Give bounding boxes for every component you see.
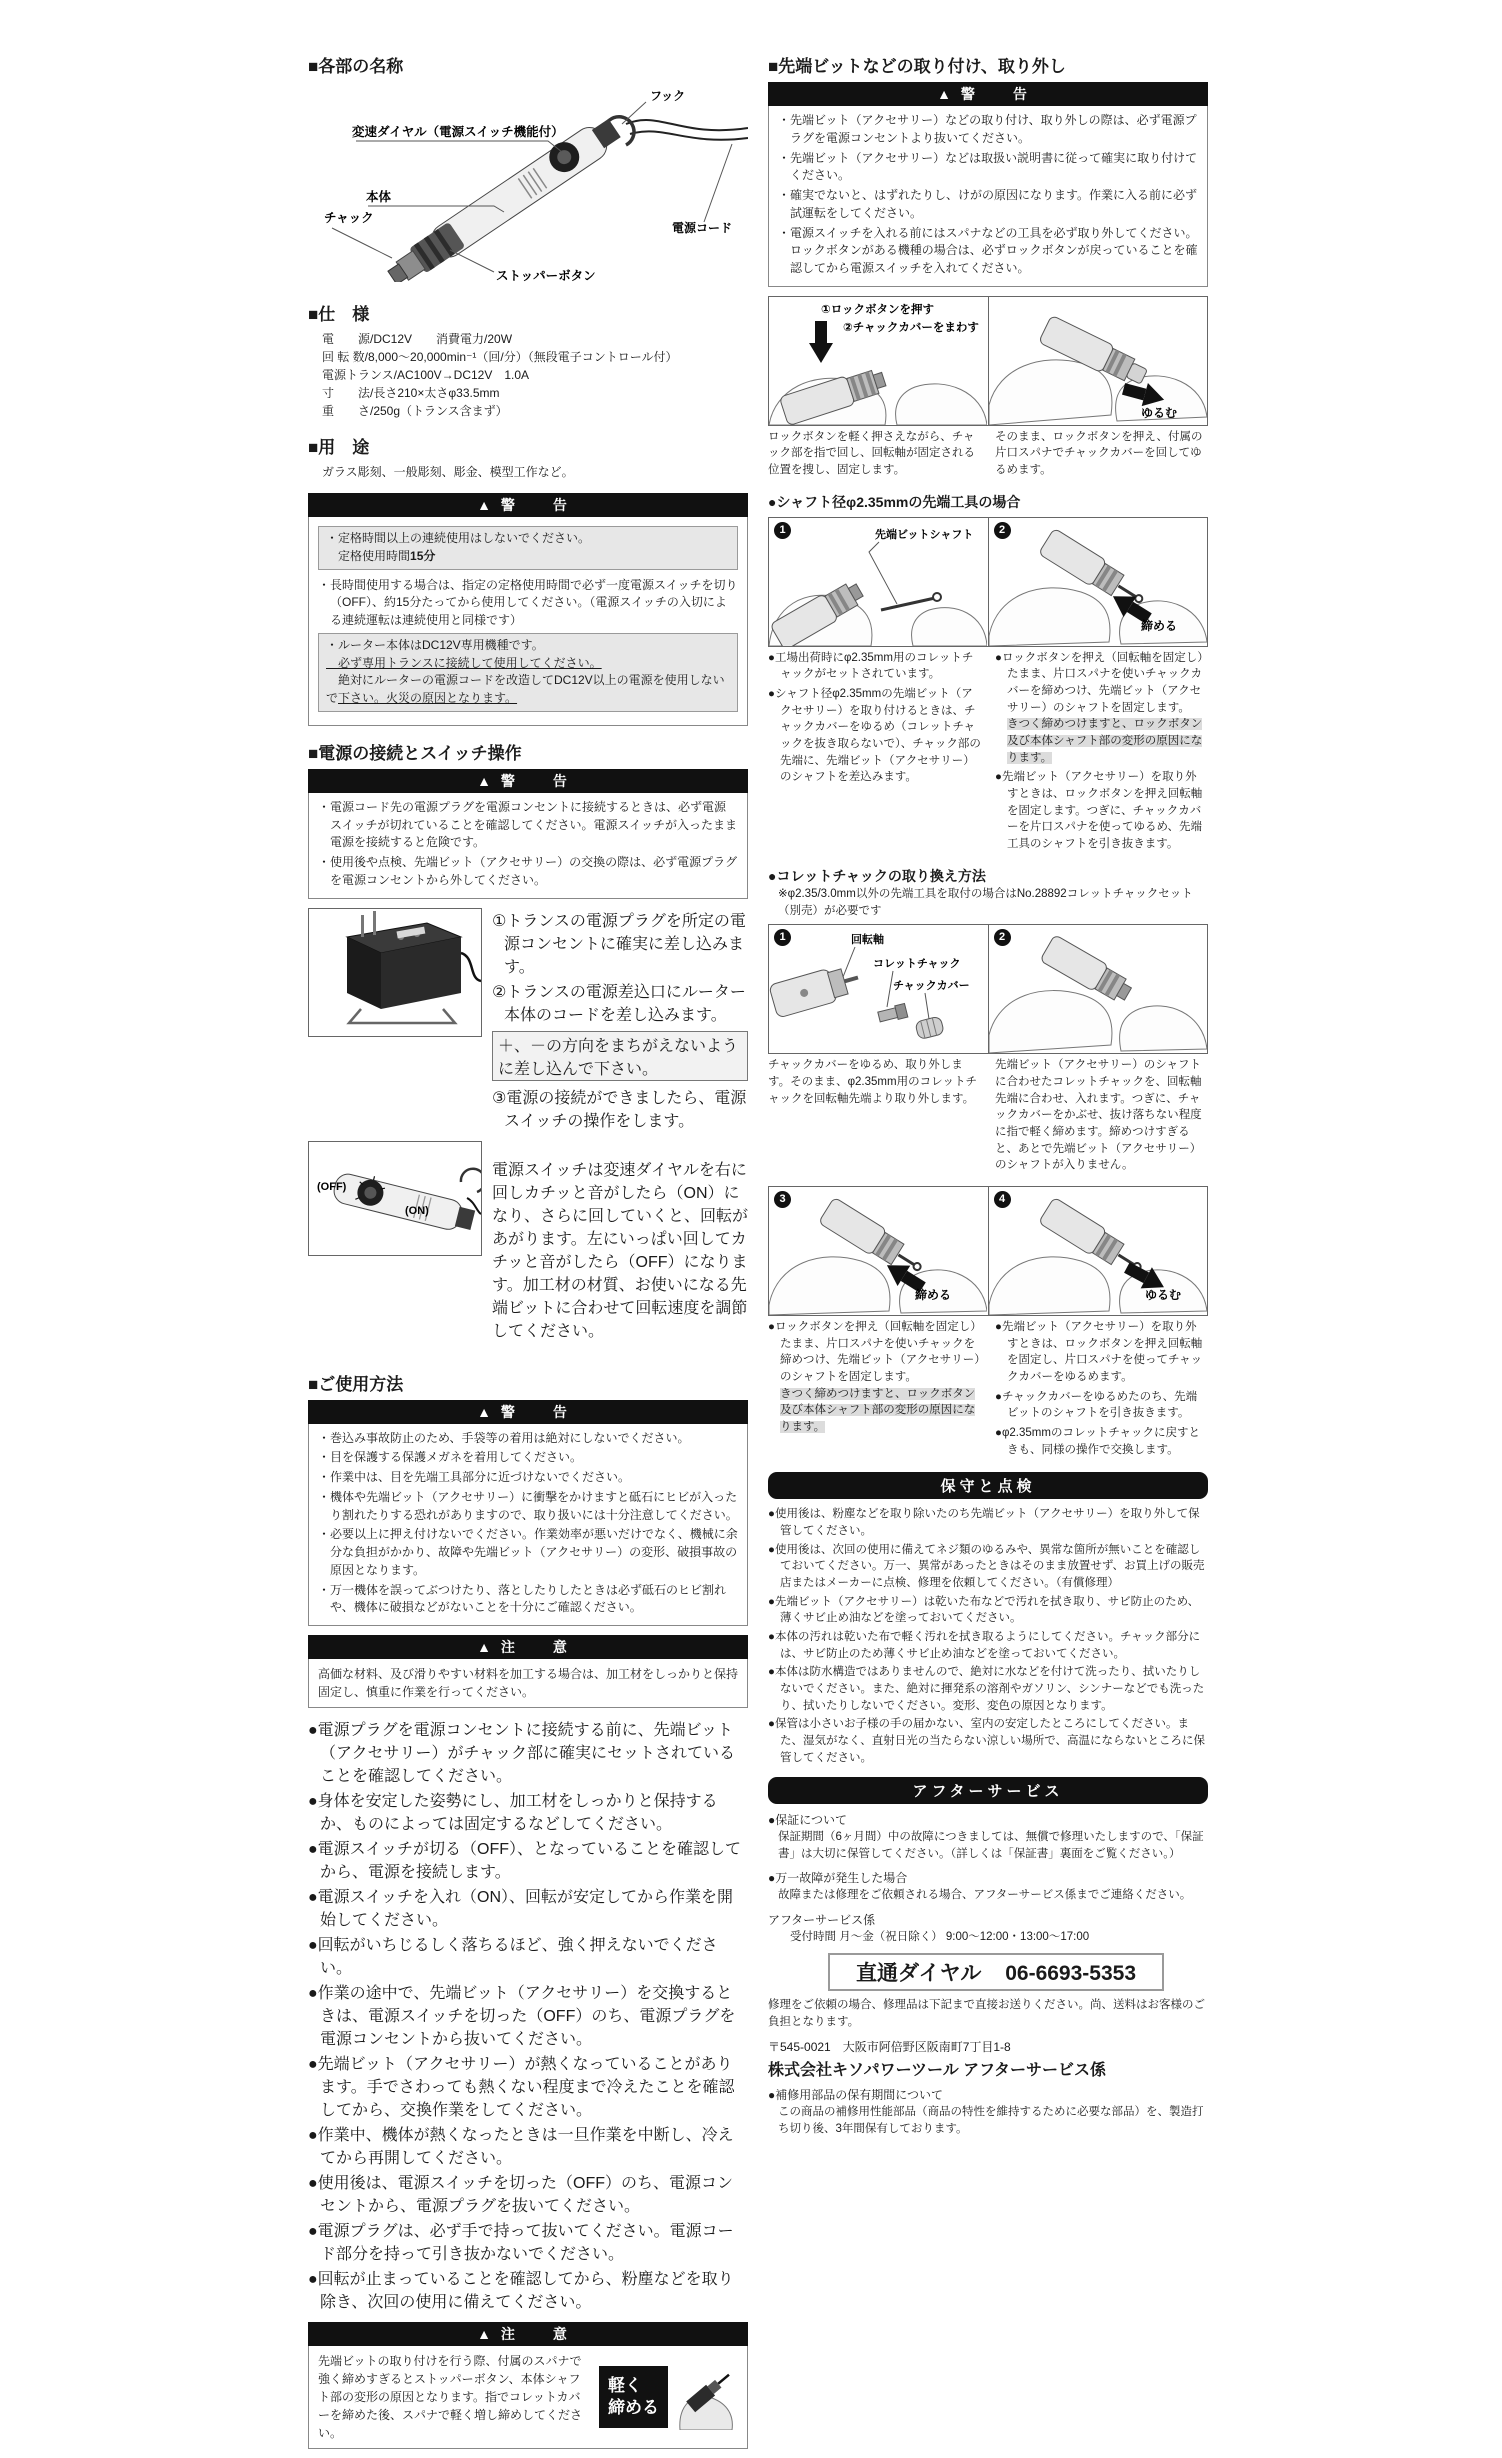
caption: ロックボタンを軽く押さえながら、チャック部を指で回し、回転軸が固定される位置を捜し、固定します。: [768, 430, 975, 477]
dial-label: 直通ダイヤル: [856, 1962, 982, 1986]
warning-item: ・電源スイッチを入れる前にはスパナなどの工具を必ず取り外してください。ロックボタンがある機種の場合は、必ずロックボタンが戻っていることを確認してから電源スイッチを入れてください。: [778, 225, 1198, 275]
maintenance-item: ●使用後は、粉塵などを取り除いたのち先端ビット（アクセサリー）を取り外して保管してください。: [768, 1508, 1200, 1537]
highlighted-warning: きつく締めつけますと、ロックボタン及び本体シャフト部の変形の原因になります。: [780, 1387, 976, 1433]
collet-chuck-shape: [877, 1004, 908, 1024]
figure-shaft-235: [768, 517, 1208, 647]
label-turn-cover: ②チャックカバーをまわす: [843, 321, 979, 334]
caution-header: ▲ 注 意: [308, 1635, 748, 1659]
caption: ●チャックカバーをゆるめたのち、先端ビットのシャフトを引き抜きます。: [995, 1390, 1198, 1420]
switch-illustration: [309, 1142, 481, 1250]
panel-number-badge: 3: [774, 1191, 791, 1208]
figure-panel: [988, 297, 1208, 425]
cord-line: [461, 953, 481, 981]
arrow-icon: [809, 321, 833, 363]
caption: ●φ2.35mmのコレットチャックに戻すときも、同様の操作で交換します。: [995, 1426, 1200, 1456]
caption: ●工場出荷時にφ2.35mm用のコレットチャックがセットされています。: [768, 651, 974, 681]
usage-item: ●先端ビット（アクセサリー）が熱くなっていることがあります。手でさわっても熱くない程度まで冷えたことを確認してから、交換作業をしてください。: [308, 2056, 735, 2119]
caption: ●先端ビット（アクセサリー）を取り外すときは、ロックボタンを押え回転軸を固定します。つぎに、チャックカバーを片口スパナを使ってゆるめ、先端工具のシャフトを引き抜きます。: [995, 771, 1203, 851]
warning-header: ▲ 警 告: [308, 769, 748, 793]
figure-collet-remove: [768, 924, 1208, 1054]
warning-item: ・電源コード先の電源プラグを電源コンセントに接続するときは、必ず電源スイッチが切れていることを確認してください。電源スイッチが入ったまま電源を接続すると危険です。: [318, 799, 738, 850]
collet-note: ※φ2.35/3.0mm以外の先端工具を取付の場合はNo.28892コレットチャックセット（別売）が必要です: [778, 887, 1193, 917]
after-service-content: [768, 1811, 1208, 2137]
postal-address: 〒545-0021 大阪市阿倍野区阪南町7丁目1-8: [768, 2040, 1011, 2055]
label-chuck: チャック: [324, 211, 374, 225]
usage-item: ●電源スイッチを入れ（ON）、回転が安定してから作業を開始してください。: [308, 1889, 734, 1929]
step-item: ③電源の接続ができましたら、電源スイッチの操作をします。: [492, 1089, 747, 1130]
figure-lock-button: [768, 296, 1208, 426]
figure-captions: [768, 1319, 1208, 1461]
panel-number-badge: 2: [994, 522, 1011, 539]
label-tighten: 締める: [1140, 618, 1177, 633]
warning-triangle-icon: ▲: [477, 772, 491, 789]
section-title-specs: ■仕 様: [308, 305, 370, 324]
label-off: (OFF): [317, 1180, 347, 1193]
warning-item: ・先端ビット（アクセサリー）などの取り付け、取り外しの際は、必ず電源プラグを電源コンセントより抜いてください。: [778, 113, 1197, 145]
caption: ●ロックボタンを押え（回転軸を固定し）たまま、片口スパナを使いチャックを締めつけ、先端ビット（アクセサリー）のシャフトを固定します。 きつく締めつけますと、ロックボタン及び本体シャフト部の変形の原因になります。: [768, 1320, 980, 1433]
caption: ●シャフト径φ2.35mmの先端ビット（アクセサリー）を取り付けるときは、チャックカバーをゆるめ（コレットチャックを抜き取らないで）、チャック部の先端に、先端ビット（アクセサリー）のシャフトを差込みます。: [768, 688, 981, 784]
caution-box-tighten: [308, 2322, 748, 2449]
warning-box-attach: [768, 82, 1208, 287]
warning-box-usage: [308, 1400, 748, 1627]
figure-captions: [768, 429, 1208, 482]
section-title-collet: ●コレットチャックの取り換え方法: [768, 867, 986, 884]
spec-line: 回 転 数/8,000～20,000min⁻¹（回/分）（無段電子コントロール付）: [322, 350, 678, 364]
warning-item: ・先端ビット（アクセサリー）などは取扱い説明書に従って確実に取り付けてください。: [778, 150, 1198, 183]
direct-dial-box: [828, 1953, 1164, 1991]
maintenance-item: ●本体は防水構造ではありませんので、絶対に水などを付けて洗ったり、拭いたりしないでください。また、絶対に揮発系の溶剤やガソリン、シンナーなどでも洗ったり、拭いたりしないでください。変形、変色の原因となります。: [768, 1666, 1205, 1712]
panel-number-badge: 1: [774, 522, 791, 539]
label-collet-chuck: コレットチャック: [873, 958, 961, 971]
chuck-cover-shape: [915, 1016, 945, 1040]
usage-item: ●回転がいちじるしく落ちるほど、強く押えないでください。: [308, 1937, 718, 1977]
section-title-part-names: ■各部の名称: [308, 57, 404, 76]
caution-box-material: [308, 1635, 748, 1708]
maintenance-header: 保守と点検: [768, 1472, 1208, 1499]
failure-text: 故障または修理をご依頼される場合、アフターサービス係までご連絡ください。: [778, 1888, 1192, 1901]
guarantee-text: 保証期間（6ヶ月間）中の故障につきましては、無償で修理いたしますので、「保証書」は大切に保管してください。（詳しくは「保証書」裏面をご覧ください。）: [778, 1831, 1204, 1860]
caption: そのまま、ロックボタンを押え、付属の片口スパナでチャックカバーを回してゆるめます。: [995, 430, 1203, 477]
usage-bullet-list: [308, 1717, 748, 2312]
bit-shaft-line: [881, 598, 935, 610]
caution-header: ▲ 注 意: [308, 2322, 748, 2346]
rated-time-note: ・定格時間以上の連続使用はしないでください。 定格使用時間15分: [318, 526, 738, 570]
spec-line: 寸 法/長さ210×太さφ33.5mm: [322, 386, 500, 400]
caption: ●ロックボタンを押え（回転軸を固定し）たまま、片口スパナを使いチャックカバーを締めつけ、先端ビット（アクセサリー）のシャフトを固定します。 きつく締めつけますと、ロックボタン及び本体シャフト部の変形の原因になります。: [995, 651, 1203, 764]
label-chuck-cover: チャックカバー: [893, 980, 970, 993]
label-cord: 電源コード: [672, 221, 733, 235]
failure-heading: ●万一故障が発生した場合: [768, 1870, 908, 1885]
warning-triangle-icon: ▲: [477, 497, 491, 513]
usage-item: ●使用後は、電源スイッチを切った（OFF）のち、電源コンセントから、電源プラグを抜いてください。: [308, 2175, 734, 2215]
label-loosen: ゆるむ: [1140, 405, 1177, 420]
caution-text: 先端ビットの取り付けを行う際、付属のスパナで強く締めすぎるとストッパーボタン、本体シャフト部の変形の原因となります。指でコレットカバーを締めた後、スパナで軽く増し締めしてください。: [318, 2354, 583, 2440]
warning-item: ・長時間使用する場合は、指定の定格使用時間で必ず一度電源スイッチを切り（OFF）、約15分たってから使用してください。（電源スイッチの入切による連続運転は連続使用と同様です）: [318, 577, 738, 627]
polarity-note: ＋、－の方向をまちがえないように差し込んで下さい。: [492, 1031, 748, 1081]
figure-panel: [988, 1187, 1208, 1315]
spec-line: 重 さ/250g（トランス含まず）: [322, 404, 508, 418]
warning-triangle-icon: ▲: [937, 86, 951, 102]
warning-header: ▲ 警 告: [308, 493, 748, 517]
maintenance-list: [768, 1506, 1208, 1766]
panel-number-badge: 1: [774, 929, 791, 946]
power-cord-line: [626, 120, 748, 130]
label-dial: 変速ダイヤル（電源スイッチ機能付）: [352, 125, 564, 139]
usage-item: ●電源スイッチが切る（OFF）、となっていることを確認してから、電源を接続します。: [308, 1841, 742, 1881]
panel-number-badge: 2: [994, 929, 1011, 946]
send-note: 修理をご依頼の場合、修理品は下記まで直接お送りください。尚、送料はお客様のご負担となります。: [768, 1999, 1205, 2028]
maintenance-item: ●保管は小さいお子様の手の届かない、室内の安定したところにしてください。また、湿気がなく、直射日光の当たらない涼しい場所で、高温にならないところに保管してください。: [768, 1718, 1206, 1764]
after-service-header: アフターサービス: [768, 1777, 1208, 1804]
warning-header: ▲ 警 告: [768, 82, 1208, 106]
specs-list: [308, 330, 748, 420]
figure-panel: [988, 518, 1208, 646]
warning-item: ・作業中は、目を先端工具部分に近づけないでください。: [318, 1470, 631, 1484]
step-item: ①トランスの電源プラグを所定の電源コンセントに確実に差し込みます。: [492, 912, 746, 976]
warning-header: ▲ 警 告: [308, 1400, 748, 1424]
warning-item: ・機体や先端ビット（アクセサリー）に衝撃をかけますと砥石にヒビが入ったり割れたりする恐れがありますので、取り扱いには十分注意してください。: [318, 1489, 738, 1522]
label-loosen: ゆるむ: [1144, 1287, 1181, 1302]
label-stopper: ストッパーボタン: [496, 269, 596, 282]
warning-item: ・必要以上に押え付けないでください。作業効率が悪いだけでなく、機械に余分な負担がかかり、故障や先端ビット（アクセサリー）の変形、破損事故の原因となります。: [318, 1527, 738, 1577]
warning-item: ・巻込み事故防止のため、手袋等の着用は絶対にしないでください。: [318, 1430, 690, 1445]
section-title-uses: ■用 途: [308, 438, 370, 457]
highlighted-warning: きつく締めつけますと、ロックボタン及び本体シャフト部の変形の原因になります。: [1007, 718, 1203, 764]
uses-text: ガラス彫刻、一般彫刻、彫金、模型工作など。: [322, 465, 574, 479]
label-axis: 回転軸: [851, 934, 884, 947]
transformer-figure-row: [308, 908, 748, 1133]
caption: チャックカバーをゆるめ、取り外します。そのまま、φ2.35mm用のコレットチャックを回転軸先端より取り外します。: [768, 1059, 977, 1105]
service-dept: アフターサービス係: [768, 1913, 876, 1928]
section-title-power: ■電源の接続とスイッチ操作: [308, 743, 522, 763]
figure-panel: [769, 297, 988, 425]
caution-text: 高価な材料、及び滑りやすい材料を加工する場合は、加工材をしっかりと保持固定し、慎重に作業を行ってください。: [318, 1667, 739, 1699]
spec-line: 電源トランス/AC100V→DC12V 1.0A: [322, 368, 530, 382]
label-tighten: 締める: [915, 1287, 952, 1302]
transformer-figure: [308, 908, 482, 1037]
figure-panel: [769, 518, 988, 646]
manual-page: [308, 52, 1208, 2458]
label-on: (ON): [405, 1204, 429, 1217]
warning-item: ・使用後や点検、先端ビット（アクセサリー）の交換の際は、必ず電源プラグを電源コンセントから外してください。: [318, 855, 738, 887]
spec-line: 電 源/DC12V 消費電力/20W: [322, 332, 513, 346]
parts-heading: ●補修用部品の保有期間について: [768, 2088, 944, 2103]
transformer-illustration: [309, 909, 481, 1031]
power-cord-line: [630, 131, 748, 139]
warning-box-ratings: [308, 493, 748, 726]
usage-item: ●身体を安定した姿勢にし、加工材をしっかりと保持するか、ものによっては固定するなどしてください。: [308, 1793, 718, 1833]
section-title-usage: ■ご使用方法: [308, 1374, 404, 1394]
power-steps: [492, 908, 748, 1133]
step-item: ②トランスの電源差込口にルーター本体のコードを差し込みます。: [492, 983, 746, 1024]
switch-description: 電源スイッチは変速ダイヤルを右に回しカチッと音がしたら（ON）になり、さらに回していくと、回転があがります。左にいっぱい回してカチッと音がしたら（OFF）になります。加工材の材質、お使いになる先端ビットに合わせて回転速度を調節してください。: [492, 1161, 749, 1340]
right-column: [768, 52, 1208, 2458]
maintenance-item: ●使用後は、次回の使用に備えてネジ類のゆるみや、異常な箇所が無いことを確認しておいてください。万一、異常があったときはそのまま放置せず、お買上げの販売店またはメーカーに点検、修理を依頼してください。（有償修理）: [768, 1543, 1205, 1589]
section-title-shaft: ●シャフト径φ2.35mmの先端工具の場合: [768, 493, 1021, 510]
warning-triangle-icon: ▲: [477, 1403, 491, 1420]
left-column: [308, 52, 748, 2458]
hand-tool-thumbnail: [676, 2364, 738, 2430]
caption: ●先端ビット（アクセサリー）を取り外すときは、ロックボタンを押え回転軸を固定し、片口スパナを使ってチャックカバーをゆるめます。: [995, 1320, 1203, 1383]
service-hours: 受付時間 月～金（祝日除く） 9:00～12:00・13:00～17:00: [790, 1931, 1090, 1944]
warning-triangle-icon: ▲: [477, 1639, 491, 1655]
figure-collet-tighten: [768, 1186, 1208, 1316]
caption: 先端ビット（アクセサリー）のシャフトに合わせたコレットチャックを、回転軸先端に合わせ、入れます。つぎに、チャックカバーをかぶせ、抜け落ちない程度に指で軽く締めます。締めつけすぎると、あとで先端ビット（アクセサリー）のシャフトが入りません。: [995, 1059, 1202, 1172]
parts-text: この商品の補修用性能部品（商品の特性を維持するために必要な部品）を、製造打ち切り後、3年間保有しております。: [778, 2106, 1204, 2136]
tighten-lightly-badge: 軽く 締める: [599, 2366, 668, 2428]
label-body: 本体: [366, 190, 392, 204]
dial-number: 06-6693-5353: [1005, 1962, 1136, 1986]
usage-item: ●回転が止まっていることを確認してから、粉塵などを取り除き、次回の使用に備えてください。: [308, 2271, 734, 2311]
guarantee-heading: ●保証について: [768, 1813, 848, 1828]
warning-box-power: [308, 769, 748, 899]
dc12v-note: ・ルーター本体はDC12V専用機種です。 必ず専用トランスに接続して使用してください。 絶対にルーターの電源コードを改造してDC12V以上の電源を使用しないで下さい。火災の原因となります。: [318, 633, 738, 712]
warning-item: ・万一機体を誤ってぶつけたり、落としたりしたときは必ず砥石のヒビ割れや、機体に破損などがないことを十分にご確認ください。: [318, 1582, 727, 1615]
switch-figure: [308, 1141, 482, 1256]
section-title-attach: ■先端ビットなどの取り付け、取り外し: [768, 57, 1066, 76]
label-hook: フック: [650, 89, 686, 103]
rated-minutes: 15分: [410, 548, 436, 563]
figure-captions: [768, 1057, 1208, 1177]
usage-item: ●電源プラグは、必ず手で持って抜いてください。電源コード部分を持って引き抜かないでください。: [308, 2223, 734, 2263]
warning-item: ・目を保護する保護メガネを着用してください。: [318, 1450, 583, 1465]
parts-diagram: [308, 82, 748, 282]
label-bit-shaft: 先端ビットシャフト: [875, 528, 974, 541]
usage-item: ●作業の途中で、先端ビット（アクセサリー）を交換するときは、電源スイッチを切った（OFF）のち、電源プラグを電源コンセントから抜いてください。: [308, 1985, 736, 2048]
maintenance-item: ●本体の汚れは乾いた布で軽く汚れを拭き取るようにしてください。チャック部分には、サビ防止のため薄くサビ止め油などを塗っておいてください。: [768, 1630, 1201, 1660]
usage-item: ●作業中、機体が熱くなったときは一旦作業を中断し、冷えてから再開してください。: [308, 2127, 734, 2167]
panel-number-badge: 4: [994, 1191, 1011, 1208]
label-press-lock: ①ロックボタンを押す: [821, 303, 935, 316]
company-name: 株式会社キソパワーツール アフターサービス係: [768, 2062, 1107, 2080]
switch-figure-row: [308, 1141, 748, 1357]
warning-triangle-icon: ▲: [477, 2326, 491, 2342]
figure-panel: [769, 1187, 988, 1315]
figure-captions: [768, 650, 1208, 856]
figure-panel: [769, 925, 988, 1053]
usage-item: ●電源プラグを電源コンセントに接続する前に、先端ビット（アクセサリー）がチャック部に確実にセットされていることを確認してください。: [308, 1722, 736, 1785]
warning-item: ・確実でないと、はずれたりし、けがの原因になります。作業に入る前に必ず試運転をしてください。: [778, 188, 1198, 220]
figure-panel: [988, 925, 1208, 1053]
maintenance-item: ●先端ビット（アクセサリー）は乾いた布などで汚れを拭き取り、サビ防止のため、薄くサビ止め油などを塗っておいてください。: [768, 1595, 1200, 1625]
